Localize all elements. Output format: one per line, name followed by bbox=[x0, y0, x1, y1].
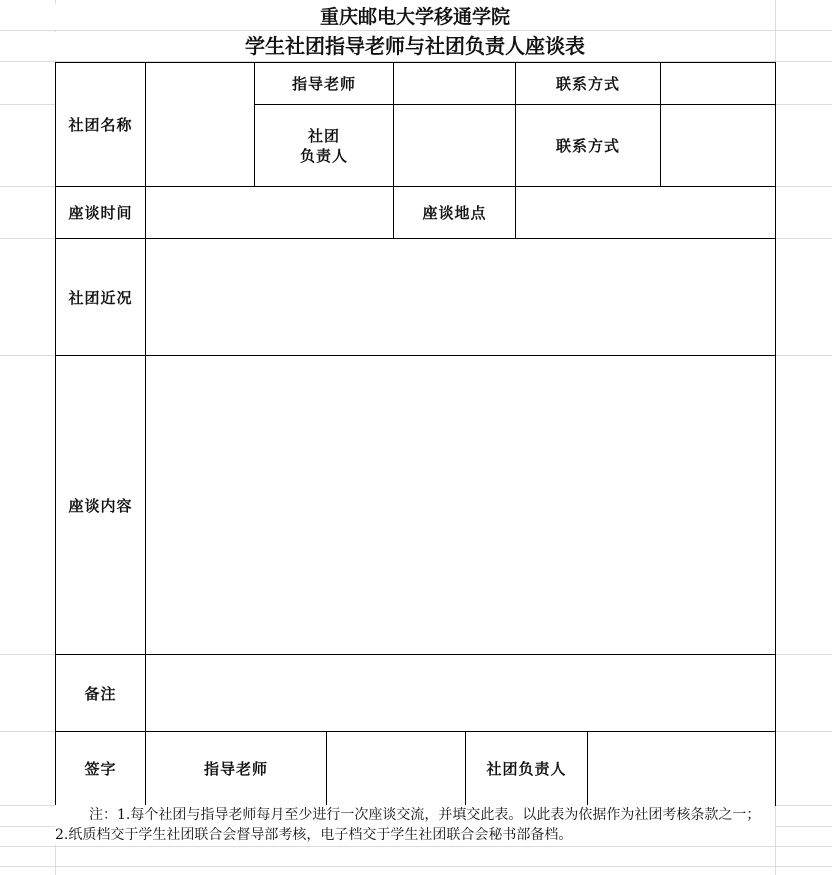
meeting-place-field[interactable] bbox=[516, 187, 776, 239]
notes bbox=[55, 805, 775, 845]
title-school: 重庆邮电大学移通学院 bbox=[55, 4, 775, 30]
club-status-label: 社团近况 bbox=[56, 239, 146, 356]
meeting-time-field[interactable] bbox=[146, 187, 394, 239]
advisor-contact-label: 联系方式 bbox=[516, 63, 661, 105]
grid-line bbox=[0, 846, 832, 847]
leader-label-line1: 社团 bbox=[308, 126, 341, 145]
signature-advisor-field[interactable] bbox=[327, 732, 466, 806]
meeting-time-label: 座谈时间 bbox=[56, 187, 146, 239]
note-line-2: 2.纸质档交于学生社团联合会督导部考核，电子档交于学生社团联合会秘书部备档。 bbox=[55, 827, 573, 843]
remarks-label: 备注 bbox=[56, 655, 146, 732]
advisor-field[interactable] bbox=[394, 63, 516, 105]
club-name-field[interactable] bbox=[146, 63, 255, 187]
signature-advisor-label: 指导老师 bbox=[146, 732, 327, 806]
meeting-content-field[interactable] bbox=[146, 356, 776, 655]
grid-line bbox=[0, 866, 832, 867]
leader-contact-field[interactable] bbox=[661, 105, 776, 187]
meeting-form-table bbox=[55, 62, 776, 806]
signature-leader-field[interactable] bbox=[588, 732, 776, 806]
remarks-field[interactable] bbox=[146, 655, 776, 732]
grid-line bbox=[0, 30, 832, 31]
note-line-1: 注：1.每个社团与指导老师每月至少进行一次座谈交流，并填交此表。以此表为依据作为社团考核条款之一； bbox=[89, 807, 761, 823]
club-name-label: 社团名称 bbox=[56, 63, 146, 187]
club-status-field[interactable] bbox=[146, 239, 776, 356]
meeting-content-label: 座谈内容 bbox=[56, 356, 146, 655]
leader-label-line2: 负责人 bbox=[300, 146, 349, 165]
advisor-contact-field[interactable] bbox=[661, 63, 776, 105]
leader-field[interactable] bbox=[394, 105, 516, 187]
signature-leader-label: 社团负责人 bbox=[466, 732, 588, 806]
advisor-label: 指导老师 bbox=[255, 63, 394, 105]
signature-label: 签字 bbox=[56, 732, 146, 806]
title-form: 学生社团指导老师与社团负责人座谈表 bbox=[55, 32, 775, 60]
meeting-place-label: 座谈地点 bbox=[394, 187, 516, 239]
leader-contact-label: 联系方式 bbox=[516, 105, 661, 187]
leader-label bbox=[255, 105, 394, 187]
